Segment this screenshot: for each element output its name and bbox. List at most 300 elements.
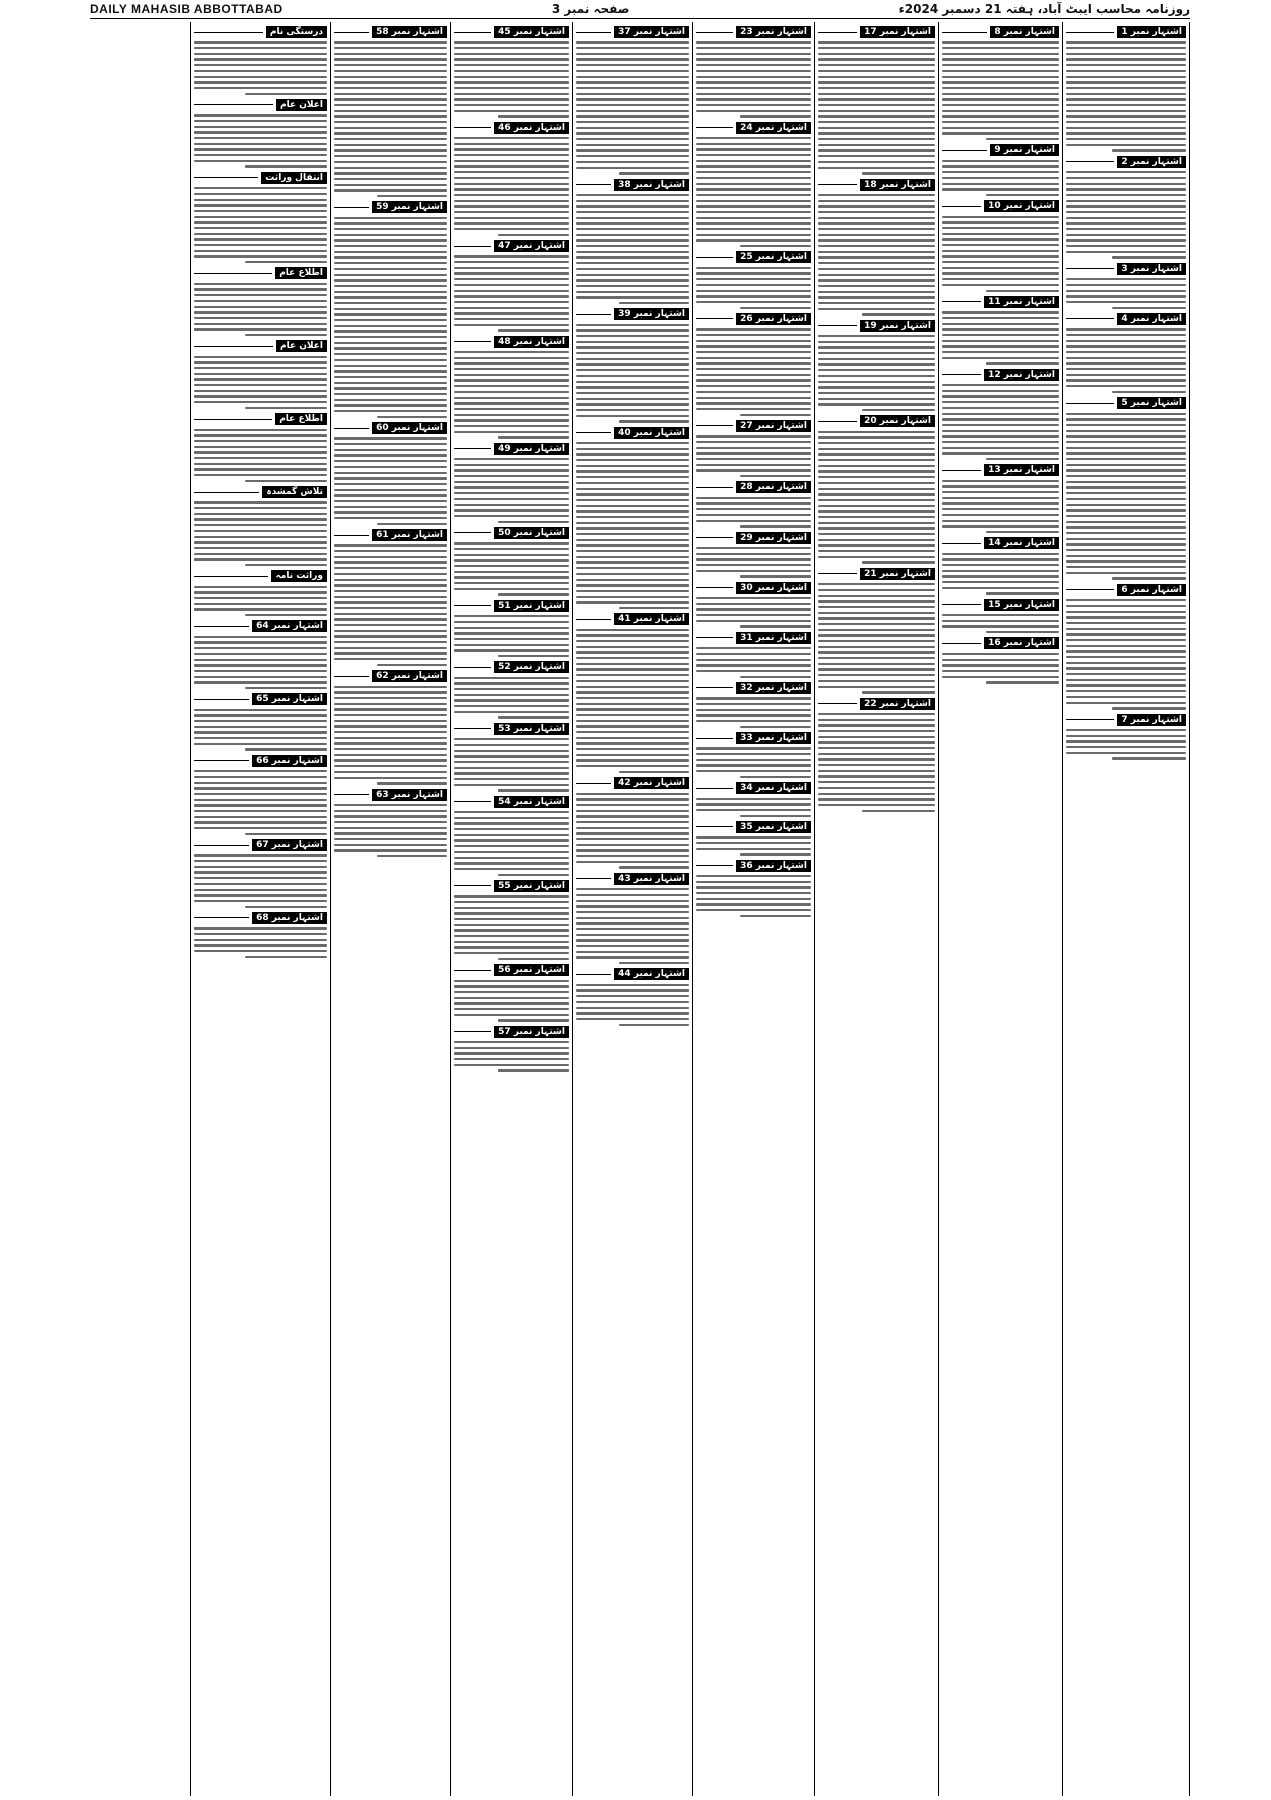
text-line xyxy=(194,597,327,599)
notice-header xyxy=(1066,313,1186,325)
notice-body-text xyxy=(696,435,811,477)
notice xyxy=(1066,156,1186,259)
notice xyxy=(696,632,811,678)
text-line xyxy=(740,676,811,678)
text-line xyxy=(576,138,689,140)
text-line xyxy=(498,436,569,438)
text-line xyxy=(576,934,689,936)
notice xyxy=(696,251,811,309)
text-line xyxy=(576,352,689,354)
column-7 xyxy=(330,22,450,1796)
text-line xyxy=(194,58,327,60)
text-line xyxy=(818,386,935,388)
header-rule xyxy=(454,885,491,886)
text-line xyxy=(576,211,689,213)
notice xyxy=(454,240,569,332)
header-rule xyxy=(1066,318,1114,319)
text-line xyxy=(194,114,327,116)
text-line xyxy=(696,547,811,549)
text-line xyxy=(576,634,689,636)
text-line xyxy=(1066,430,1186,432)
text-line xyxy=(576,742,689,744)
text-line xyxy=(454,985,569,987)
notice-label: اشتہار نمبر 42 xyxy=(614,777,689,789)
text-line xyxy=(194,793,327,795)
text-line xyxy=(334,590,447,592)
text-line xyxy=(194,647,327,649)
text-line xyxy=(334,494,447,496)
text-line xyxy=(818,770,935,772)
text-line xyxy=(696,558,811,560)
text-line xyxy=(334,579,447,581)
text-line xyxy=(818,793,935,795)
notice xyxy=(576,179,689,305)
text-line xyxy=(334,70,447,72)
text-line xyxy=(194,518,327,520)
text-line xyxy=(454,408,569,410)
notice xyxy=(194,99,327,168)
notice xyxy=(334,529,447,666)
text-line xyxy=(1066,138,1186,140)
text-line xyxy=(194,47,327,49)
notice xyxy=(576,613,689,773)
text-line xyxy=(334,618,447,620)
notice-body-text xyxy=(334,804,447,857)
text-line xyxy=(334,184,447,186)
notice-label: اشتہار نمبر 52 xyxy=(494,661,569,673)
text-line xyxy=(576,285,689,287)
text-line xyxy=(1066,295,1186,297)
text-line xyxy=(194,883,327,885)
text-line xyxy=(818,612,935,614)
text-line xyxy=(576,579,689,581)
text-line xyxy=(696,374,811,376)
text-line xyxy=(194,126,327,128)
text-line xyxy=(576,488,689,490)
text-line xyxy=(194,681,327,683)
text-line xyxy=(619,172,689,174)
text-line xyxy=(454,834,569,836)
text-line xyxy=(576,53,689,55)
text-line xyxy=(334,754,447,756)
notice-body-text xyxy=(194,770,327,835)
text-line xyxy=(334,285,447,287)
notice-body-text xyxy=(696,798,811,817)
text-line xyxy=(194,451,327,453)
text-line xyxy=(454,895,569,897)
text-line xyxy=(986,592,1059,594)
notice-body-text xyxy=(194,41,327,94)
text-line xyxy=(334,365,447,367)
text-line xyxy=(194,306,327,308)
header-rule xyxy=(576,184,611,185)
header-rule xyxy=(576,314,611,315)
header-rule xyxy=(818,703,857,704)
text-line xyxy=(740,414,811,416)
text-line xyxy=(576,398,689,400)
text-line xyxy=(1066,447,1186,449)
text-line xyxy=(194,659,327,661)
text-line xyxy=(454,761,569,763)
header-rule xyxy=(942,206,981,207)
text-line xyxy=(942,575,1059,577)
text-line xyxy=(818,115,935,117)
text-line xyxy=(1066,379,1186,381)
notice-body-text xyxy=(696,547,811,578)
notice-body-text xyxy=(194,501,327,566)
text-line xyxy=(334,832,447,834)
text-line xyxy=(942,53,1059,55)
text-line xyxy=(1066,645,1186,647)
text-line xyxy=(334,189,447,191)
text-line xyxy=(1066,301,1186,303)
text-line xyxy=(454,901,569,903)
notice xyxy=(696,26,811,118)
text-line xyxy=(818,476,935,478)
header-rule xyxy=(942,32,987,33)
text-line xyxy=(576,104,689,106)
text-line xyxy=(576,544,689,546)
text-line xyxy=(696,520,811,522)
text-line xyxy=(818,234,935,236)
text-line xyxy=(334,325,447,327)
notice-body-text xyxy=(1066,171,1186,259)
text-line xyxy=(576,409,689,411)
text-line xyxy=(576,415,689,417)
header-rule xyxy=(194,32,263,33)
text-line xyxy=(334,765,447,767)
header-rule xyxy=(454,246,491,247)
text-line xyxy=(334,437,447,439)
header-rule xyxy=(576,783,611,784)
notice xyxy=(454,600,569,658)
text-line xyxy=(1112,757,1186,759)
text-line xyxy=(498,593,569,595)
text-line xyxy=(576,793,689,795)
text-line xyxy=(334,138,447,140)
text-line xyxy=(818,104,935,106)
text-line xyxy=(454,576,569,578)
text-line xyxy=(696,267,811,269)
text-line xyxy=(194,900,327,902)
text-line xyxy=(1066,515,1186,517)
header-rule xyxy=(1066,268,1114,269)
text-line xyxy=(576,550,689,552)
text-line xyxy=(1066,234,1186,236)
notice xyxy=(1066,584,1186,710)
text-line xyxy=(942,70,1059,72)
notice-body-text xyxy=(194,356,327,409)
text-line xyxy=(576,363,689,365)
text-line xyxy=(1066,374,1186,376)
notice-header xyxy=(818,698,935,710)
text-line xyxy=(1066,110,1186,112)
text-line xyxy=(576,894,689,896)
notice-body-text xyxy=(942,216,1059,292)
text-line xyxy=(576,341,689,343)
text-line xyxy=(194,204,327,206)
text-line xyxy=(194,894,327,896)
header-rule xyxy=(818,325,857,326)
text-line xyxy=(942,390,1059,392)
notice xyxy=(696,420,811,478)
notice xyxy=(194,620,327,689)
text-line xyxy=(334,104,447,106)
notice-body-text xyxy=(942,384,1059,460)
notice xyxy=(696,532,811,578)
text-line xyxy=(942,227,1059,229)
text-line xyxy=(576,838,689,840)
text-line xyxy=(334,477,447,479)
header-rule xyxy=(454,605,491,606)
notice-body-text xyxy=(194,187,327,263)
text-line xyxy=(334,41,447,43)
notice-body-text xyxy=(1066,328,1186,393)
notice-label: اشتہار نمبر 33 xyxy=(736,732,811,744)
header-rule xyxy=(696,487,733,488)
text-line xyxy=(1066,127,1186,129)
text-line xyxy=(986,458,1059,460)
text-line xyxy=(576,539,689,541)
column-3 xyxy=(814,22,938,1796)
notice-body-text xyxy=(454,811,569,876)
notice xyxy=(818,568,935,694)
text-line xyxy=(696,104,811,106)
text-line xyxy=(194,328,327,330)
text-line xyxy=(454,110,569,112)
text-line xyxy=(334,353,447,355)
text-line xyxy=(942,525,1059,527)
notice-header xyxy=(454,336,569,348)
notice-header xyxy=(696,481,811,493)
text-line xyxy=(194,664,327,666)
text-line xyxy=(818,550,935,552)
notice xyxy=(454,723,569,792)
text-line xyxy=(576,989,689,991)
text-line xyxy=(942,250,1059,252)
text-line xyxy=(1066,555,1186,557)
text-line xyxy=(454,290,569,292)
text-line xyxy=(245,906,327,908)
notice-body-text xyxy=(576,629,689,773)
text-line xyxy=(576,697,689,699)
notice-header xyxy=(576,26,689,38)
text-line xyxy=(818,747,935,749)
text-line xyxy=(194,216,327,218)
text-line xyxy=(1066,622,1186,624)
text-line xyxy=(818,442,935,444)
notice-header xyxy=(334,670,447,682)
text-line xyxy=(576,256,689,258)
text-line xyxy=(818,713,935,715)
text-line xyxy=(1066,475,1186,477)
text-line xyxy=(454,391,569,393)
text-line xyxy=(942,614,1059,616)
text-line xyxy=(334,697,447,699)
text-line xyxy=(194,530,327,532)
notice-label: اشتہار نمبر 60 xyxy=(372,422,447,434)
text-line xyxy=(334,110,447,112)
text-line xyxy=(942,132,1059,134)
text-line xyxy=(696,171,811,173)
text-line xyxy=(334,144,447,146)
text-line xyxy=(454,385,569,387)
text-line xyxy=(194,541,327,543)
text-line xyxy=(334,399,447,401)
text-line xyxy=(942,508,1059,510)
text-line xyxy=(454,991,569,993)
header-rule xyxy=(1066,719,1114,720)
text-line xyxy=(1066,340,1186,342)
text-line xyxy=(696,809,811,811)
text-line xyxy=(194,714,327,716)
text-line xyxy=(194,434,327,436)
text-line xyxy=(334,849,447,851)
text-line xyxy=(576,482,689,484)
text-line xyxy=(498,874,569,876)
text-line xyxy=(454,183,569,185)
text-line xyxy=(454,211,569,213)
notice-body-text xyxy=(576,984,689,1026)
text-line xyxy=(818,76,935,78)
text-line xyxy=(576,737,689,739)
text-line xyxy=(454,941,569,943)
text-line xyxy=(498,329,569,331)
notice xyxy=(454,880,569,960)
notice-label: اشتہار نمبر 64 xyxy=(252,620,327,632)
text-line xyxy=(986,631,1059,633)
text-line xyxy=(454,822,569,824)
text-line xyxy=(454,632,569,634)
text-line xyxy=(194,76,327,78)
text-line xyxy=(454,137,569,139)
text-line xyxy=(334,127,447,129)
text-line xyxy=(696,720,811,722)
header-rule xyxy=(696,788,733,789)
text-line xyxy=(454,946,569,948)
notice-header xyxy=(454,26,569,38)
text-line xyxy=(194,154,327,156)
text-line xyxy=(194,816,327,818)
text-line xyxy=(454,357,569,359)
header-rule xyxy=(194,626,249,627)
text-line xyxy=(818,459,935,461)
notice-label: اشتہار نمبر 50 xyxy=(494,527,569,539)
notice xyxy=(454,443,569,523)
text-line xyxy=(576,296,689,298)
notice-label: اطلاع عام xyxy=(275,267,327,279)
text-line xyxy=(696,278,811,280)
text-line xyxy=(194,776,327,778)
text-line xyxy=(454,177,569,179)
text-line xyxy=(696,222,811,224)
notice xyxy=(818,26,935,175)
text-line xyxy=(334,561,447,563)
text-line xyxy=(942,435,1059,437)
text-line xyxy=(619,420,689,422)
text-line xyxy=(576,358,689,360)
text-line xyxy=(942,121,1059,123)
text-line xyxy=(696,397,811,399)
text-line xyxy=(194,860,327,862)
text-line xyxy=(696,362,811,364)
text-line xyxy=(454,351,569,353)
notice-header xyxy=(818,568,935,580)
text-line xyxy=(454,565,569,567)
text-line xyxy=(818,436,935,438)
notice xyxy=(942,369,1059,461)
text-line xyxy=(818,651,935,653)
notice-header xyxy=(194,26,327,38)
text-line xyxy=(696,351,811,353)
text-line xyxy=(454,1014,569,1016)
notice-header xyxy=(454,443,569,455)
header-rule xyxy=(576,878,611,879)
text-line xyxy=(818,663,935,665)
text-line xyxy=(334,76,447,78)
text-line xyxy=(245,407,327,409)
text-line xyxy=(454,509,569,511)
text-line xyxy=(334,64,447,66)
text-line xyxy=(194,804,327,806)
notice-header xyxy=(194,413,327,425)
text-line xyxy=(818,251,935,253)
notice-body-text xyxy=(454,980,569,1022)
notice-label: اشتہار نمبر 1 xyxy=(1117,26,1186,38)
text-line xyxy=(942,558,1059,560)
notice-header xyxy=(454,600,569,612)
text-line xyxy=(942,407,1059,409)
text-line xyxy=(454,402,569,404)
notice-label: اشتہار نمبر 38 xyxy=(614,179,689,191)
text-line xyxy=(576,1007,689,1009)
text-line xyxy=(696,564,811,566)
text-line xyxy=(942,323,1059,325)
text-line xyxy=(576,239,689,241)
text-line xyxy=(576,804,689,806)
text-line xyxy=(1066,538,1186,540)
text-line xyxy=(740,915,811,917)
text-line xyxy=(194,131,327,133)
text-line xyxy=(245,564,327,566)
text-line xyxy=(1066,104,1186,106)
text-line xyxy=(619,771,689,773)
header-rule xyxy=(696,318,733,319)
notice-body-text xyxy=(194,114,327,167)
notice-label: اشتہار نمبر 39 xyxy=(614,308,689,320)
notice xyxy=(194,839,327,908)
notice-header xyxy=(194,620,327,632)
text-line xyxy=(1066,217,1186,219)
notice-label: اشتہار نمبر 16 xyxy=(984,637,1059,649)
text-line xyxy=(194,255,327,257)
notice-header xyxy=(194,486,327,498)
text-line xyxy=(1066,132,1186,134)
notice xyxy=(194,26,327,95)
notice xyxy=(696,122,811,248)
text-line xyxy=(576,76,689,78)
text-line xyxy=(454,98,569,100)
text-line xyxy=(696,464,811,466)
text-line xyxy=(1066,526,1186,528)
text-line xyxy=(1066,702,1186,704)
text-line xyxy=(576,596,689,598)
text-line xyxy=(194,787,327,789)
text-line xyxy=(377,782,447,784)
notice-body-text xyxy=(1066,599,1186,709)
text-line xyxy=(862,409,935,411)
column-4 xyxy=(692,22,814,1796)
